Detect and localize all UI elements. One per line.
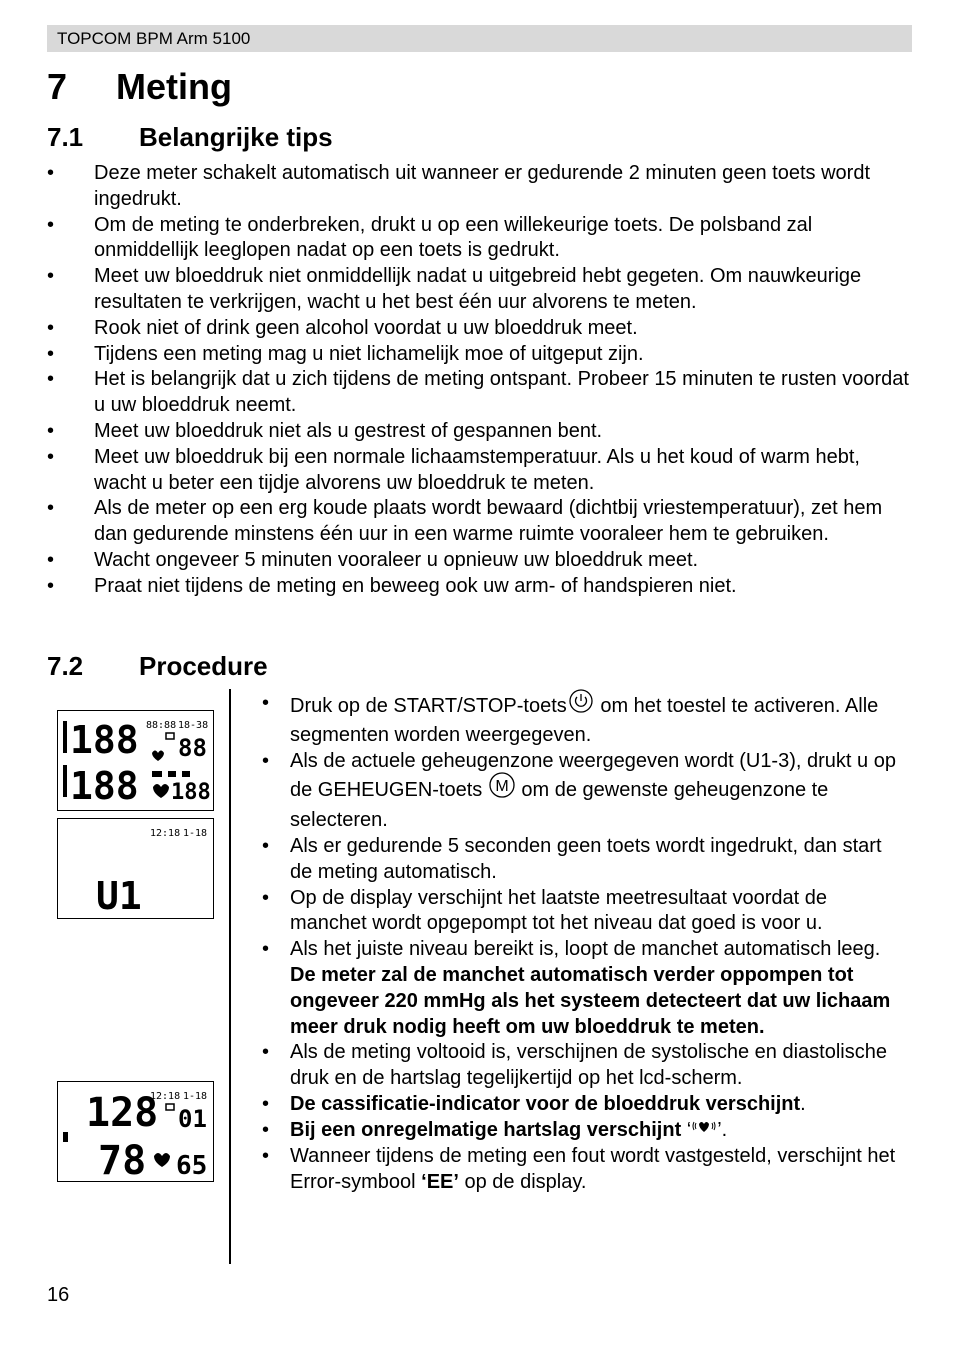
subsection-heading-tips: [47, 122, 333, 153]
page-number: 16: [47, 1284, 70, 1306]
list-item: • Deze meter schakelt automatisch uit wanneer er gedurende 2 minuten geen toets wordt ingedrukt.: [47, 162, 870, 210]
section-heading: [47, 66, 232, 108]
list-item: • Als de meting voltooid is, verschijnen de systolische en diastolische druk en de hartslag tegelijkertijd op het lcd-scherm.: [262, 1041, 887, 1090]
list-item: • Op de display verschijnt het laatste meetresultaat voordat de manchet wordt opgepompt tot het niveau dat goed is voor u.: [262, 886, 827, 935]
subsection-number: 7.1: [47, 122, 84, 152]
list-item: • Tijdens een meting mag u niet lichamelijk moe of uitgeput zijn.: [47, 342, 644, 365]
lcd-pulse: 65: [176, 1151, 208, 1181]
list-item: • Als de actuele geheugenzone weergegeven wordt (U1-3), drukt u op de GEHEUGEN-toets M om de gewenste geheugenzone te selecteren.: [262, 749, 896, 832]
lcd-memory-zone: U1: [96, 874, 142, 918]
lcd-big-bottom: 188: [70, 764, 139, 808]
lcd-diastolic: 78: [98, 1138, 147, 1181]
list-item: • Als de meter op een erg koude plaats wordt bewaard (dichtbij vriestemperatuur), zet hem dan gedurende minstens één uur in een warme ruimte vooraleer hem te gebruiken.: [47, 497, 883, 546]
column-divider: [229, 689, 231, 1264]
heart-icon: [154, 1153, 170, 1167]
header-title: TOPCOM BPM Arm 5100: [57, 29, 251, 48]
list-item: • Praat niet tijdens de meting en beweeg ook uw arm- of handspieren niet.: [47, 574, 737, 597]
list-item: • Druk op de START/STOP-toets om het toestel te activeren. Alle segmenten worden weergegeven.: [262, 691, 902, 749]
lcd-all-segments-illustration: [57, 710, 214, 811]
lcd-time: 12:18: [150, 828, 181, 839]
running-header: [47, 25, 912, 52]
list-item: • Als er gedurende 5 seconden geen toets wordt ingedrukt, dan start de meting automatisch.: [262, 834, 882, 883]
list-item: • De cassificatie-indicator voor de bloeddruk verschijnt.: [262, 1092, 806, 1115]
lcd-time: 88:88: [146, 720, 177, 731]
lcd-pulse: 188: [171, 780, 211, 805]
lcd-big-top: 188: [70, 718, 139, 762]
list-item: • Rook niet of drink geen alcohol voordat u uw bloeddruk meet.: [47, 316, 638, 339]
lcd-systolic: 128: [86, 1090, 159, 1136]
subsection-title: Belangrijke tips: [139, 122, 333, 152]
memory-button-icon: [488, 772, 516, 806]
subsection-heading-procedure: [47, 651, 268, 682]
svg-text:M: M: [495, 778, 509, 796]
subsection-title: Procedure: [139, 651, 268, 681]
heart-icon: [153, 784, 169, 798]
list-item: • Wanneer tijdens de meting een fout wordt vastgesteld, verschijnt het Error-symbool ‘EE’ op de display.: [262, 1144, 896, 1193]
list-item: • Het is belangrijk dat u zich tijdens de meting ontspant. Probeer 15 minuten te rusten voordat u uw bloeddruk neemt.: [47, 368, 909, 417]
subsection-number: 7.2: [47, 651, 84, 681]
lcd-date: 1-18: [183, 1091, 208, 1102]
list-item: • Meet uw bloeddruk niet onmiddellijk nadat u uitgebreid hebt gegeten. Om nauwkeurige resultaten te verkrijgen, wacht u het best één uur alvorens te meten.: [47, 265, 862, 313]
list-item: • Als het juiste niveau bereikt is, loopt de manchet automatisch leeg. De meter zal de manchet automatisch verder oppompen tot ongeveer 220 mmHg als het systeem detecteert dat uw lichaam meer druk nodig heeft om uw bloeddruk te meten.: [262, 938, 891, 1038]
list-item: • Bij een onregelmatige hartslag verschijnt ‘ ’.: [262, 1118, 902, 1144]
lcd-memory-zone-illustration: [57, 818, 214, 919]
irregular-heartbeat-icon: [691, 1116, 717, 1142]
list-item: • Meet uw bloeddruk bij een normale lichaamstemperatuur. Als u het koud of warm hebt, wacht u beter een tijdje alvorens uw bloeddruk te meten.: [47, 445, 860, 494]
section-title: Meting: [116, 66, 232, 107]
lcd-date: 18-38: [178, 720, 209, 731]
list-item: • Meet uw bloeddruk niet als u gestrest of gespannen bent.: [47, 419, 603, 442]
section-number: 7: [47, 66, 68, 107]
lcd-memory: 88: [178, 734, 207, 762]
lcd-result-illustration: [57, 1081, 214, 1182]
list-item: • Wacht ongeveer 5 minuten vooraleer u opnieuw uw bloeddruk meet.: [47, 548, 699, 571]
power-icon: [567, 689, 595, 721]
list-item: • Om de meting te onderbreken, drukt u op een willekeurige toets. De polsband zal onmiddellijk leeglopen nadat op een toets is gedrukt.: [47, 213, 813, 262]
irregular-heartbeat-icon: [152, 751, 164, 762]
lcd-memory: 01: [178, 1105, 207, 1133]
procedure-list: [262, 691, 902, 1195]
lcd-date: 1-18: [183, 828, 208, 839]
tips-list: [47, 161, 912, 600]
lcd-time: 12:18: [150, 1091, 181, 1102]
